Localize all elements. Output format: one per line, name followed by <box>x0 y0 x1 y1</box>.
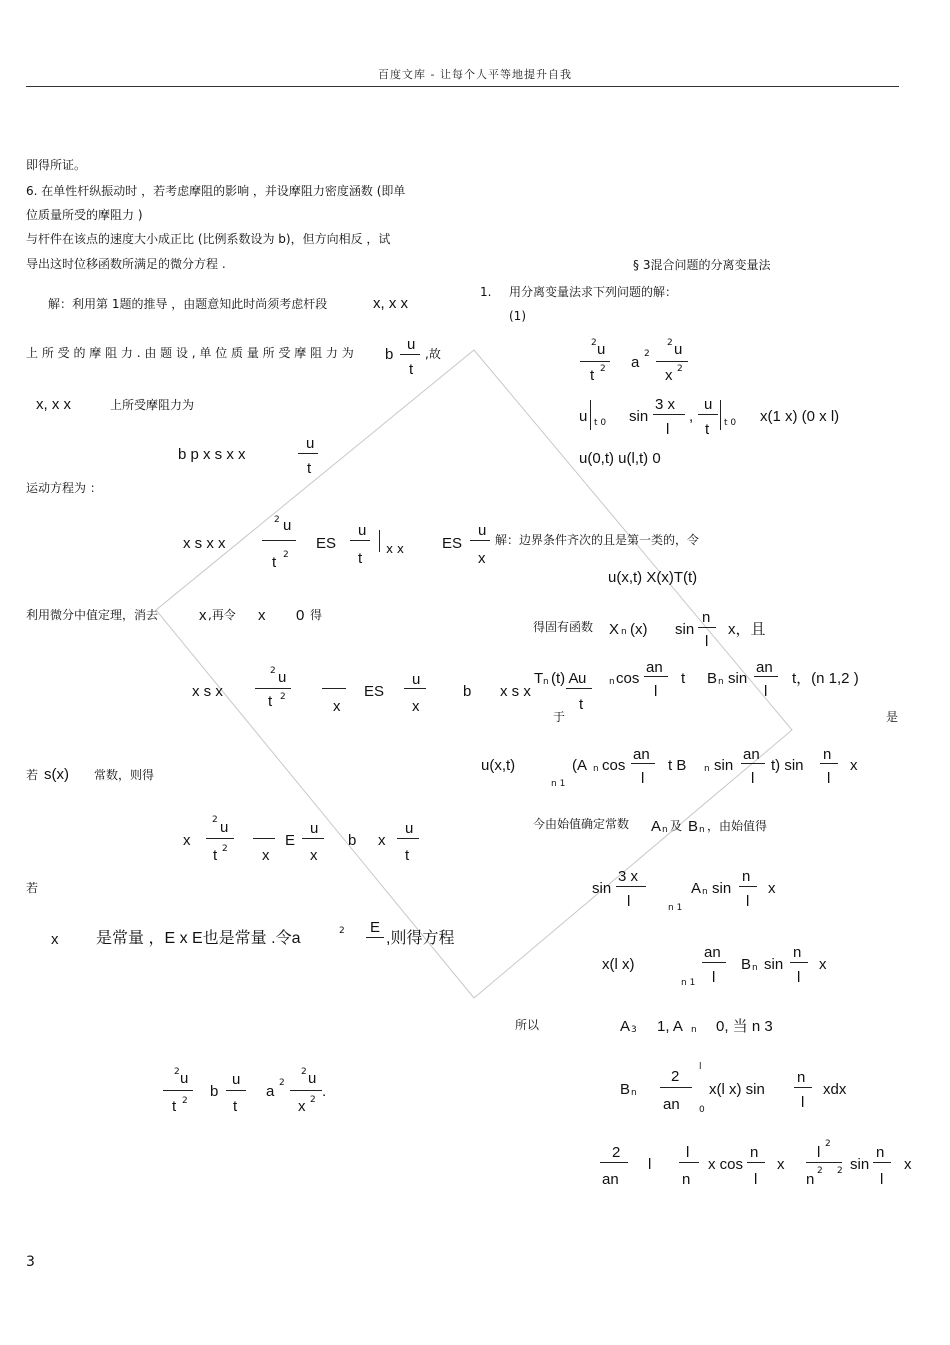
rho-x: x <box>51 931 59 948</box>
ic-l: l <box>666 421 670 438</box>
eq3-x3: x <box>378 832 386 849</box>
fraction-bar <box>741 763 765 764</box>
init1-A: A <box>691 880 702 897</box>
fraction-bar <box>566 688 592 689</box>
q1-sub: (1) <box>509 309 526 323</box>
Bn-n: n <box>797 1069 806 1086</box>
fraction-bar <box>790 962 808 963</box>
fraction-bar <box>873 1162 891 1163</box>
q1-text: 用分离变量法求下列问题的解： <box>509 285 678 299</box>
fraction-bar <box>653 414 685 415</box>
ic-sin: sin <box>629 408 649 425</box>
sub-n: n <box>631 1088 637 1098</box>
eq3-x2: x <box>310 847 318 864</box>
last-l-sq: l <box>817 1144 821 1161</box>
fraction-bar <box>298 453 318 454</box>
last-x2: x <box>904 1156 912 1173</box>
fraction-bar <box>322 688 346 689</box>
coef-A: A <box>651 818 662 835</box>
fraction-bar <box>660 1087 692 1088</box>
T-l: l <box>654 683 658 700</box>
frac-u: u <box>306 435 315 452</box>
eq1-x: x <box>478 550 486 567</box>
fraction-bar <box>754 676 778 677</box>
yu-char: 于 <box>553 710 566 724</box>
eq2-x2: x <box>412 698 420 715</box>
Bn-l: l <box>801 1094 805 1111</box>
fraction-bar <box>253 838 275 839</box>
last-n-den: n <box>682 1171 691 1188</box>
fraction-bar <box>262 540 296 541</box>
coef-text: 今由始值确定常数 <box>533 817 630 831</box>
fraction-bar <box>616 886 646 887</box>
fraction-bar <box>600 1162 628 1163</box>
sum-index: n 1 <box>668 903 683 913</box>
sub-n: n <box>662 825 668 835</box>
friction-text: 上 所 受 的 摩 阻 力 . 由 题 设 , 单 位 质 量 所 受 摩 阻 力 为 <box>26 346 354 360</box>
if-label: 若 <box>26 768 39 782</box>
sup-2: 2 <box>279 1078 285 1088</box>
fraction-bar <box>698 627 716 628</box>
mvt-zero: 0 <box>296 607 305 624</box>
Bn-an: an <box>663 1096 680 1113</box>
init2-sin: sin <box>764 956 784 973</box>
init1-x: x <box>768 880 776 897</box>
result-mid: 1, A <box>657 1018 683 1035</box>
proved-line: 即得所证。 <box>26 158 87 172</box>
motion-label: 运动方程为 ： <box>26 481 102 495</box>
eq3-u: u <box>220 819 229 836</box>
eq1-es2: ES <box>442 535 463 552</box>
T-rest: (t) A <box>551 670 579 687</box>
fraction-bar <box>206 838 234 839</box>
u-l3: l <box>827 770 831 787</box>
init1-3x: 3 x <box>618 868 639 885</box>
eigen-n2: n <box>702 609 711 626</box>
fraction-bar <box>400 354 420 355</box>
eq3-x: x <box>183 832 191 849</box>
sum-index: n 1 <box>681 978 696 988</box>
then-eq: ,则得方程 <box>386 930 455 947</box>
Bn-label: B <box>620 1081 631 1098</box>
sub-n: n <box>609 677 615 687</box>
problem6-line2: 位质量所受的摩阻力 ) <box>26 208 143 222</box>
sub-n: n <box>543 677 549 687</box>
eq1-t2: t <box>358 550 363 567</box>
eq2-es: ES <box>364 683 385 700</box>
eigen-sin: sin <box>675 621 695 638</box>
frac-u: u <box>407 336 416 353</box>
fraction-bar <box>470 540 490 541</box>
final-dot: . <box>322 1083 327 1100</box>
header-rule <box>26 86 899 87</box>
T-an: an <box>646 659 663 676</box>
fraction-bar <box>302 838 324 839</box>
segment2-text: 上所受摩阻力为 <box>110 398 195 412</box>
eigen-l: l <box>705 633 709 650</box>
eq1-u2: u <box>358 522 367 539</box>
final-u2: u <box>232 1071 241 1088</box>
sup-2: 2 <box>212 815 218 825</box>
problem6-line1: 6. 在单性杆纵振动时 ，若考虑摩阻的影响 ，并设摩阻力密度涵数 (即单 <box>26 184 406 198</box>
we-u2: u <box>674 341 683 358</box>
eq2-u: u <box>278 669 287 686</box>
mvt-x2: x <box>258 607 266 624</box>
separation: u(x,t) X(x)T(t) <box>608 569 698 586</box>
eigen-end: x，且 <box>728 621 766 638</box>
page-number: 3 <box>26 1254 35 1270</box>
fraction-bar <box>679 1162 699 1163</box>
last-l2: l <box>754 1171 758 1188</box>
friction-end: ,故 <box>425 347 441 361</box>
u-x: x <box>850 757 858 774</box>
eq1-u3: u <box>478 522 487 539</box>
ic-t: t <box>705 421 710 438</box>
sub-n: n <box>704 764 710 774</box>
boundary-conditions: u(0,t) u(l,t) 0 <box>579 450 661 467</box>
fraction-bar <box>226 1090 246 1091</box>
sup-2: 2 <box>339 926 345 936</box>
fraction-bar <box>806 1162 842 1163</box>
eigen-x: (x) <box>630 621 648 638</box>
fraction-bar <box>739 886 757 887</box>
sup-2: 2 <box>825 1139 831 1149</box>
eval-bar <box>379 530 380 552</box>
s-of-x: s(x) <box>44 766 69 783</box>
fraction-bar <box>747 1162 765 1163</box>
solution-text: 解：边界条件齐次的且是第一类的，令 <box>495 533 700 547</box>
sup-2: 2 <box>182 1096 188 1106</box>
T-t: t <box>681 670 686 687</box>
eq3-u2: u <box>310 820 319 837</box>
u-B: t B <box>668 757 687 774</box>
sub-n: n <box>718 677 724 687</box>
ic-u2: u <box>704 396 713 413</box>
sub-n: n <box>702 887 708 897</box>
we-t: t <box>590 367 595 384</box>
sup-2: 2 <box>283 550 289 560</box>
last-x: x <box>777 1156 785 1173</box>
mvt-x: x <box>199 607 207 624</box>
init2-an: an <box>704 944 721 961</box>
u-end: t) sin <box>771 757 804 774</box>
eq1-left: x s x x <box>183 535 226 552</box>
ic-3x: 3 x <box>655 396 676 413</box>
u-an: an <box>633 746 650 763</box>
final-a: a <box>266 1083 275 1100</box>
eq1-sub: x x <box>386 542 405 556</box>
friction-b: b <box>385 346 394 363</box>
sup-2: 2 <box>677 364 683 374</box>
eq3-t: t <box>213 847 218 864</box>
result-end: 0, 当 n 3 <box>716 1018 773 1035</box>
eq1-t: t <box>272 554 277 571</box>
eq3-x-den: x <box>262 847 270 864</box>
T-an2: an <box>756 659 773 676</box>
fraction-bar <box>631 763 655 764</box>
last-l-num: l <box>686 1144 690 1161</box>
fraction-bar <box>794 1087 812 1088</box>
coef-B: B <box>688 818 699 835</box>
init1-n: n <box>742 868 751 885</box>
u-cos: cos <box>602 757 626 774</box>
eigen-n: n <box>621 627 627 637</box>
problem6-line4: 导出这时位移函数所满足的微分方程 . <box>26 257 226 271</box>
if2-label: 若 <box>26 881 39 895</box>
force-expression: b p x s x x <box>178 446 246 463</box>
eq3-b: b <box>348 832 357 849</box>
last-sin: sin <box>850 1156 870 1173</box>
eq2-t: t <box>268 693 273 710</box>
fraction-bar <box>820 763 838 764</box>
final-t: t <box>172 1098 177 1115</box>
frac-t: t <box>409 361 414 378</box>
eq2-right: x s x <box>500 683 531 700</box>
T-end: t，(n 1,2 ) <box>792 670 859 687</box>
frac-t: t <box>307 460 312 477</box>
fraction-bar <box>290 1090 322 1091</box>
init2-B: B <box>741 956 752 973</box>
T-cos: cos <box>616 670 640 687</box>
eq2-left: x s x <box>192 683 223 700</box>
fraction-bar <box>397 838 419 839</box>
sup-2: 2 <box>301 1067 307 1077</box>
init1-l: l <box>627 893 631 910</box>
int-lower: 0 <box>699 1105 705 1115</box>
ic-t0: t 0 <box>594 418 607 428</box>
eq2-b: b <box>463 683 472 700</box>
sup-2: 2 <box>270 666 276 676</box>
u-l: l <box>641 770 645 787</box>
init2-l: l <box>712 969 716 986</box>
eigen-X: X <box>609 621 620 638</box>
page-header: 百度文库 - 让每个人平等地提升自我 <box>378 68 572 81</box>
fraction-bar <box>702 962 726 963</box>
sup-2: 2 <box>817 1166 823 1176</box>
final-u3: u <box>308 1070 317 1087</box>
u-expr: u(x,t) <box>481 757 516 774</box>
coef-end: ，由始值得 <box>707 819 768 833</box>
eq2-u3: u <box>578 670 587 687</box>
sub-n: n <box>699 825 705 835</box>
sup-2: 2 <box>644 349 650 359</box>
last-2: 2 <box>612 1144 621 1161</box>
sup-2: 2 <box>667 338 673 348</box>
eq3-t2: t <box>405 847 410 864</box>
fraction-bar <box>366 937 384 938</box>
fraction-bar <box>656 361 688 362</box>
int-upper: l <box>699 1062 702 1072</box>
sum-index: n 1 <box>551 779 566 789</box>
init2-l2: l <box>797 969 801 986</box>
we-x: x <box>665 367 673 384</box>
u-sum-A: (A <box>572 757 587 774</box>
sup-2: 2 <box>174 1067 180 1077</box>
fraction-bar <box>255 688 291 689</box>
init1-sin: sin <box>592 880 612 897</box>
final-u: u <box>180 1070 189 1087</box>
eigen-text: 得固有函数 <box>533 620 594 634</box>
is-const-text: 是常量 ，E x E也是常量 .令a <box>96 930 301 947</box>
sup-2: 2 <box>591 338 597 348</box>
sub-n: n <box>691 1025 697 1035</box>
sub-n: n <box>752 963 758 973</box>
fraction-bar <box>580 361 610 362</box>
eq1-es: ES <box>316 535 337 552</box>
ic-u: u <box>579 408 588 425</box>
last-n2: n <box>876 1144 885 1161</box>
u-l2: l <box>751 770 755 787</box>
Bn-2: 2 <box>671 1068 680 1085</box>
T-l2: l <box>764 683 768 700</box>
T-B: B <box>707 670 718 687</box>
so-label: 所以 <box>515 1018 540 1032</box>
sub-n: n <box>593 764 599 774</box>
final-t2: t <box>233 1098 238 1115</box>
init2-n: n <box>793 944 802 961</box>
eq1-u: u <box>283 517 292 534</box>
u-n: n <box>823 746 832 763</box>
const-then: 常数，则得 <box>94 768 155 782</box>
solution-intro: 解：利用第 1题的推导 ，由题意知此时尚须考虑杆段 <box>48 297 328 311</box>
coef-and: 及 <box>670 819 683 833</box>
mvt-then: ,再令 <box>208 608 236 622</box>
sup-2: 2 <box>837 1166 843 1176</box>
mvt-text: 利用微分中值定理，消去 <box>26 608 159 622</box>
init1-l2: l <box>746 893 750 910</box>
eq2-x: x <box>333 698 341 715</box>
we-u: u <box>597 341 606 358</box>
we-a: a <box>631 354 640 371</box>
shi-char: 是 <box>886 710 899 724</box>
init1-sin2: sin <box>712 880 732 897</box>
eq2-u2: u <box>412 671 421 688</box>
segment-label: x, x x <box>373 295 409 312</box>
fraction-bar <box>350 540 370 541</box>
eq2-t2: t <box>579 696 584 713</box>
segment2-label: x, x x <box>36 396 72 413</box>
E-num: E <box>370 919 381 936</box>
sub-3: 3 <box>631 1025 637 1035</box>
sup-2: 2 <box>310 1095 316 1105</box>
final-b: b <box>210 1083 219 1100</box>
Bn-dx: xdx <box>823 1081 847 1098</box>
result-A: A <box>620 1018 631 1035</box>
eq3-E: E <box>285 832 296 849</box>
T-sin: sin <box>728 670 748 687</box>
fraction-bar <box>644 676 668 677</box>
Bn-expr: x(l x) sin <box>709 1081 765 1098</box>
init2-x: x <box>819 956 827 973</box>
last-l: l <box>648 1156 652 1173</box>
problem6-line3: 与杆件在该点的速度大小成正比 (比例系数设为 b)，但方向相反 ，试 <box>26 232 391 246</box>
mvt-get: 得 <box>310 608 323 622</box>
sup-2: 2 <box>274 515 280 525</box>
last-xcos: x cos <box>708 1156 744 1173</box>
eval-bar <box>720 400 721 430</box>
sup-2: 2 <box>280 692 286 702</box>
u-an2: an <box>743 746 760 763</box>
eq3-u3: u <box>405 820 414 837</box>
ic-t0b: t 0 <box>724 418 737 428</box>
ic-comma: , <box>689 408 694 425</box>
last-l3: l <box>880 1171 884 1188</box>
fraction-bar <box>698 414 718 415</box>
eval-bar <box>590 400 591 430</box>
u-sin: sin <box>714 757 734 774</box>
init2-left: x(l x) <box>602 956 635 973</box>
last-n: n <box>750 1144 759 1161</box>
section-title: § 3混合问题的分离变量法 <box>633 258 771 272</box>
sup-2: 2 <box>600 364 606 374</box>
last-n-sq: n <box>806 1171 815 1188</box>
fraction-bar <box>163 1090 193 1091</box>
final-x: x <box>298 1098 306 1115</box>
last-an: an <box>602 1171 619 1188</box>
fraction-bar <box>404 688 426 689</box>
sup-2: 2 <box>222 844 228 854</box>
ic-rhs: x(1 x) (0 x l) <box>760 408 840 425</box>
q1-number: 1. <box>480 285 492 299</box>
T-expr: T <box>534 670 544 687</box>
